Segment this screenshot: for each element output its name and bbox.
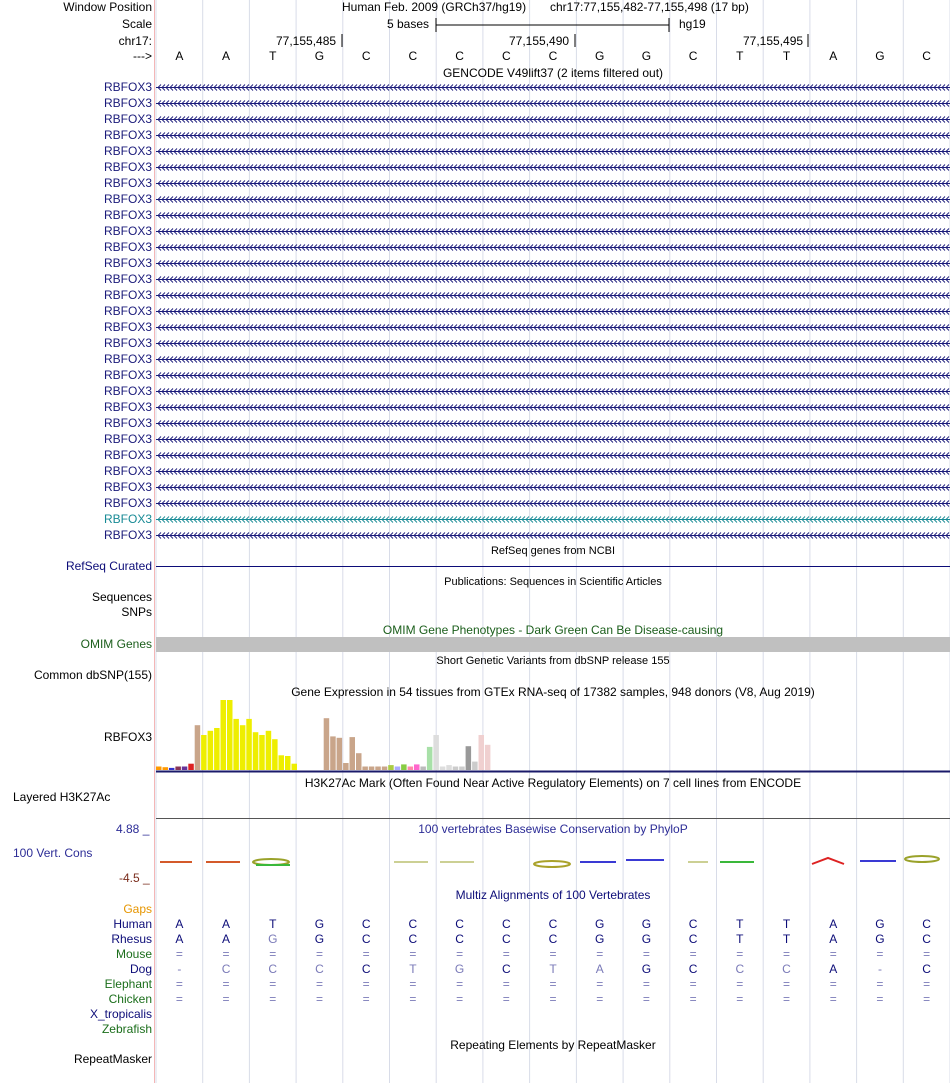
gtex-tissue-bar <box>221 700 227 770</box>
ruler-tick-marks <box>340 34 820 48</box>
multiz-base: C <box>455 917 464 931</box>
multiz-base: = <box>783 947 791 961</box>
gencode-transcript-label[interactable]: RBFOX3 <box>103 400 152 414</box>
multiz-base: A <box>175 917 184 931</box>
gencode-transcript-intron[interactable] <box>156 371 950 380</box>
refseq-track-title[interactable]: RefSeq genes from NCBI <box>490 545 616 557</box>
base-letter: C <box>688 49 698 63</box>
gencode-transcript-intron[interactable] <box>156 483 950 492</box>
scale-bar <box>435 17 671 33</box>
base-letter: A <box>222 49 231 63</box>
gencode-transcript-label[interactable]: RBFOX3 <box>103 336 152 350</box>
gtex-tissue-bar <box>485 745 491 770</box>
multiz-base: C <box>455 932 464 946</box>
gencode-transcript-label[interactable]: RBFOX3 <box>103 448 152 462</box>
multiz-base: = <box>689 947 697 961</box>
multiz-base: = <box>456 977 464 991</box>
gtex-tissue-bar <box>188 764 194 770</box>
gencode-transcript-intron[interactable] <box>156 211 950 220</box>
gtex-tissue-bar <box>433 735 439 770</box>
multiz-base: = <box>923 992 931 1006</box>
multiz-base: G <box>875 932 885 946</box>
multiz-base: C <box>221 962 231 976</box>
gencode-transcript-label[interactable]: RBFOX3 <box>103 160 152 174</box>
assembly-title: Human Feb. 2009 (GRCh37/hg19) <box>342 0 527 14</box>
multiz-base: T <box>782 917 791 931</box>
cons-segment <box>160 856 939 867</box>
gtex-tissue-bar <box>175 767 181 771</box>
base-letter: T <box>736 49 744 63</box>
multiz-base: A <box>829 917 838 931</box>
scale-text: 5 bases <box>387 17 430 31</box>
omim-gene-bar[interactable] <box>156 637 950 652</box>
gencode-transcript-intron[interactable] <box>156 323 950 332</box>
gencode-track-title[interactable]: GENCODE V49lift37 (2 items filtered out) <box>442 66 664 80</box>
gencode-transcript-label[interactable]: RBFOX3 <box>103 512 152 526</box>
gtex-tissue-bar <box>214 728 220 770</box>
multiz-base: T <box>549 962 557 976</box>
gtex-tissue-bar <box>453 767 459 771</box>
publications-snps-label[interactable]: SNPs <box>121 605 152 619</box>
multiz-base: = <box>642 992 650 1006</box>
gencode-transcript-intron[interactable] <box>156 307 950 316</box>
gencode-transcript-label[interactable]: RBFOX3 <box>103 144 152 158</box>
refseq-track-label[interactable]: RefSeq Curated <box>65 559 152 573</box>
gencode-transcript-label[interactable]: RBFOX3 <box>103 112 152 126</box>
multiz-base: C <box>922 962 931 976</box>
gencode-transcript-label[interactable]: RBFOX3 <box>103 496 152 510</box>
base-letter: C <box>922 49 931 63</box>
base-letter: G <box>314 49 325 63</box>
gtex-tissue-bar <box>459 767 465 771</box>
base-letter: G <box>641 49 652 63</box>
gtex-tissue-bar <box>253 732 258 770</box>
ruler-tick-1: 77,155,485 <box>276 34 337 48</box>
multiz-base: = <box>736 977 744 991</box>
gencode-transcript-label[interactable]: RBFOX3 <box>103 80 152 94</box>
gtex-tissue-bar <box>440 767 446 771</box>
gencode-transcript-intron[interactable] <box>156 467 950 476</box>
multiz-base: C <box>501 962 511 976</box>
multiz-base: C <box>408 932 418 946</box>
multiz-base: A <box>222 932 231 946</box>
multiz-base: = <box>689 977 697 991</box>
multiz-base: = <box>315 977 323 991</box>
multiz-species-label[interactable]: X_tropicalis <box>89 1007 152 1021</box>
cons-phylop-graph[interactable] <box>156 852 950 872</box>
multiz-base: A <box>222 917 231 931</box>
gtex-tissue-bar <box>362 767 368 771</box>
gencode-transcript-label[interactable]: RBFOX3 <box>103 256 152 270</box>
multiz-base: = <box>315 992 323 1006</box>
multiz-base: G <box>314 917 325 931</box>
cons-min-label: -4.5 _ <box>119 871 150 885</box>
multiz-base: = <box>362 992 370 1006</box>
gencode-transcript-intron[interactable] <box>156 195 950 204</box>
base-letter: T <box>782 49 791 63</box>
multiz-base: = <box>876 977 884 991</box>
multiz-base: = <box>456 947 464 961</box>
multiz-base: T <box>736 932 744 946</box>
gtex-tissue-bar <box>182 767 188 771</box>
gtex-tissue-bar <box>208 731 214 770</box>
multiz-base: C <box>782 962 791 976</box>
gtex-tissue-bar <box>272 739 278 770</box>
base-letter: A <box>829 49 838 63</box>
gtex-tissue-bar <box>395 767 401 771</box>
multiz-base: C <box>688 917 698 931</box>
gtex-track-label[interactable]: RBFOX3 <box>103 730 152 744</box>
gencode-transcript-label[interactable]: RBFOX3 <box>103 368 152 382</box>
multiz-base: = <box>362 947 370 961</box>
position-title: chr17:77,155,482-77,155,498 (17 bp) <box>550 0 749 14</box>
gencode-transcript-label[interactable]: RBFOX3 <box>103 128 152 142</box>
gencode-transcript-intron[interactable] <box>156 499 950 508</box>
multiz-base: C <box>501 932 511 946</box>
multiz-base: C <box>501 917 511 931</box>
multiz-base: C <box>688 962 698 976</box>
base-letter: C <box>361 49 371 63</box>
multiz-base: T <box>736 917 744 931</box>
gencode-transcript-label[interactable]: RBFOX3 <box>103 480 152 494</box>
h3k27ac-track-title[interactable]: H3K27Ac Mark (Often Found Near Active Regulatory Elements) on 7 cell lines from ENCODE <box>304 776 802 790</box>
gencode-transcript-intron[interactable] <box>156 355 950 364</box>
gencode-transcript-label[interactable]: RBFOX3 <box>103 304 152 318</box>
multiz-base: A <box>175 932 184 946</box>
multiz-base: T <box>269 917 277 931</box>
multiz-species-label[interactable]: Zebrafish <box>101 1022 152 1036</box>
gtex-tissue-bar <box>330 736 336 770</box>
gencode-transcript-intron[interactable] <box>156 179 950 188</box>
gtex-tissue-bar <box>427 747 433 770</box>
multiz-base: = <box>269 992 277 1006</box>
gencode-transcript-label[interactable]: RBFOX3 <box>103 176 152 190</box>
gtex-track-title[interactable]: Gene Expression in 54 tissues from GTEx RNA-seq of 17382 samples, 948 donors (V8, Aug 2019) <box>291 685 815 699</box>
cons-max-label: 4.88 _ <box>116 822 150 836</box>
gencode-transcript-label[interactable]: RBFOX3 <box>103 224 152 238</box>
multiz-base: = <box>736 992 744 1006</box>
multiz-base: - <box>877 962 882 976</box>
multiz-base: T <box>782 932 791 946</box>
multiz-base: G <box>268 932 278 946</box>
gencode-transcript-label[interactable]: RBFOX3 <box>103 416 152 430</box>
gtex-tissue-bar <box>343 763 349 770</box>
gtex-tissue-bar <box>266 731 272 770</box>
multiz-base: = <box>549 992 557 1006</box>
repeatmasker-track-title[interactable]: Repeating Elements by RepeatMasker <box>450 1038 656 1052</box>
base-letter: C <box>455 49 464 63</box>
multiz-base: = <box>829 977 837 991</box>
gencode-transcript-intron[interactable] <box>156 131 950 140</box>
gtex-tissue-bar <box>414 764 420 770</box>
ruler-tick-2: 77,155,490 <box>509 34 570 48</box>
gencode-transcript-intron[interactable] <box>156 451 950 460</box>
multiz-base: = <box>923 947 931 961</box>
multiz-base: C <box>922 932 931 946</box>
label-divider <box>154 0 155 1083</box>
multiz-base: = <box>362 977 370 991</box>
multiz-base: = <box>876 947 884 961</box>
multiz-base: C <box>361 962 371 976</box>
multiz-base: = <box>736 947 744 961</box>
gencode-transcript-intron[interactable] <box>156 115 950 124</box>
omim-track-title[interactable]: OMIM Gene Phenotypes - Dark Green Can Be Disease-causing <box>382 623 724 637</box>
gtex-tissue-bar <box>279 755 285 770</box>
multiz-base: = <box>315 947 323 961</box>
gtex-tissue-bar <box>240 725 246 770</box>
multiz-base: G <box>641 932 652 946</box>
multiz-base: A <box>829 932 838 946</box>
multiz-base: C <box>548 917 558 931</box>
gtex-tissue-bar <box>466 746 472 770</box>
multiz-base: = <box>175 977 183 991</box>
multiz-base: C <box>361 917 371 931</box>
multiz-base: C <box>548 932 558 946</box>
multiz-base: = <box>829 947 837 961</box>
multiz-gaps-label[interactable]: Gaps <box>123 902 152 916</box>
multiz-base: C <box>268 962 278 976</box>
multiz-base: - <box>177 962 182 976</box>
gencode-transcript-intron[interactable] <box>156 259 950 268</box>
multiz-base: = <box>269 947 277 961</box>
multiz-species-label[interactable]: Chicken <box>108 992 152 1006</box>
gtex-tissue-bar <box>375 767 381 771</box>
multiz-base: G <box>641 962 652 976</box>
window-position-label: Window Position <box>63 0 152 14</box>
gtex-tissue-bar <box>163 767 169 770</box>
gtex-tissue-bar <box>156 767 162 771</box>
multiz-base: = <box>876 992 884 1006</box>
omim-track-label[interactable]: OMIM Genes <box>80 637 152 651</box>
gtex-tissue-bar <box>382 767 388 771</box>
multiz-base: = <box>596 992 604 1006</box>
multiz-base: C <box>408 917 418 931</box>
gtex-tissue-bar <box>324 718 330 770</box>
multiz-base: = <box>642 947 650 961</box>
multiz-base: C <box>361 932 371 946</box>
gtex-tissue-bar <box>420 767 426 771</box>
gtex-tissue-bar <box>227 700 233 770</box>
gtex-tissue-bar <box>388 765 394 770</box>
gencode-transcript-intron[interactable] <box>156 163 950 172</box>
gtex-tissue-bar <box>337 738 343 770</box>
gencode-transcript-intron[interactable] <box>156 531 950 540</box>
gtex-expression-chart[interactable] <box>156 700 950 774</box>
multiz-species-label[interactable]: Elephant <box>104 977 152 991</box>
multiz-base: C <box>315 962 324 976</box>
base-letter: G <box>595 49 605 63</box>
multiz-base: = <box>596 977 604 991</box>
multiz-base: = <box>549 977 557 991</box>
gtex-tissue-bar <box>292 764 298 770</box>
gtex-tissue-bar <box>356 753 362 770</box>
multiz-base: = <box>642 977 650 991</box>
gtex-tissue-bar <box>446 765 452 770</box>
gencode-transcript-label[interactable]: RBFOX3 <box>103 528 152 542</box>
gencode-transcript-intron[interactable] <box>156 435 950 444</box>
multiz-base: = <box>409 947 417 961</box>
multiz-base: = <box>923 977 931 991</box>
scale-db: hg19 <box>679 17 706 31</box>
multiz-base: = <box>549 947 557 961</box>
gencode-transcript-label[interactable]: RBFOX3 <box>103 240 152 254</box>
gencode-transcript-label[interactable]: RBFOX3 <box>103 320 152 334</box>
gtex-tissue-bar <box>369 767 375 771</box>
multiz-base: C <box>688 932 698 946</box>
multiz-base: = <box>689 992 697 1006</box>
gtex-tissue-bar <box>259 735 265 770</box>
gencode-transcript-label[interactable]: RBFOX3 <box>103 192 152 206</box>
multiz-base: = <box>222 992 230 1006</box>
multiz-base: = <box>783 992 791 1006</box>
multiz-base: = <box>222 977 230 991</box>
multiz-base: = <box>222 947 230 961</box>
gencode-transcript-label[interactable]: RBFOX3 <box>103 272 152 286</box>
gencode-transcript-intron[interactable] <box>156 403 950 412</box>
gencode-transcript-intron[interactable] <box>156 83 950 92</box>
gencode-transcript-intron[interactable] <box>156 515 950 524</box>
multiz-species-label[interactable]: Human <box>113 917 152 931</box>
gencode-transcript-label[interactable]: RBFOX3 <box>103 288 152 302</box>
multiz-species-label[interactable]: Rhesus <box>111 932 152 946</box>
base-letter: T <box>269 49 277 63</box>
gtex-tissue-bar <box>233 719 239 770</box>
multiz-track-title[interactable]: Multiz Alignments of 100 Vertebrates <box>455 888 651 902</box>
base-letter: C <box>408 49 418 63</box>
gencode-transcript-label[interactable]: RBFOX3 <box>103 384 152 398</box>
chrom-label: chr17: <box>118 34 152 48</box>
dbsnp-track-title[interactable]: Short Genetic Variants from dbSNP release 155 <box>436 655 670 667</box>
multiz-base: G <box>875 917 885 931</box>
gencode-transcript-label[interactable]: RBFOX3 <box>103 96 152 110</box>
multiz-base: = <box>596 947 604 961</box>
gtex-tissue-bar <box>285 756 291 770</box>
multiz-base: = <box>175 992 183 1006</box>
gtex-tissue-bar <box>201 735 207 770</box>
gtex-tissue-bar <box>195 725 201 770</box>
multiz-base: T <box>409 962 417 976</box>
refseq-gene-line[interactable] <box>156 566 950 567</box>
multiz-base: = <box>269 977 277 991</box>
publications-track-title[interactable]: Publications: Sequences in Scientific Articles <box>444 576 662 588</box>
multiz-base: = <box>502 992 510 1006</box>
multiz-base: G <box>595 917 605 931</box>
scale-label: Scale <box>121 17 152 31</box>
multiz-base: = <box>502 947 510 961</box>
multiz-base: = <box>783 977 791 991</box>
multiz-base: C <box>922 917 931 931</box>
gencode-transcript-intron[interactable] <box>156 291 950 300</box>
h3k27ac-baseline <box>156 818 950 819</box>
multiz-species-label[interactable]: Dog <box>129 962 152 976</box>
gtex-tissue-bar <box>246 719 252 770</box>
gtex-tissue-bar <box>408 767 414 771</box>
gencode-transcript-intron[interactable] <box>156 419 950 428</box>
multiz-base: G <box>314 932 325 946</box>
multiz-base: = <box>175 947 183 961</box>
multiz-base: = <box>456 992 464 1006</box>
multiz-base: G <box>641 917 652 931</box>
publications-sequences-label[interactable]: Sequences <box>91 590 152 604</box>
multiz-base: G <box>595 932 605 946</box>
multiz-base: A <box>829 962 838 976</box>
gtex-tissue-bar <box>401 764 407 770</box>
gencode-transcript-intron[interactable] <box>156 147 950 156</box>
gencode-transcript-intron[interactable] <box>156 275 950 284</box>
multiz-base: = <box>829 992 837 1006</box>
multiz-base: = <box>409 992 417 1006</box>
gencode-transcript-label[interactable]: RBFOX3 <box>103 464 152 478</box>
cons-track-title[interactable]: 100 vertebrates Basewise Conservation by PhyloP <box>418 822 688 836</box>
base-letter: C <box>501 49 511 63</box>
multiz-species-label[interactable]: Mouse <box>115 947 152 961</box>
h3k27ac-track-label[interactable]: Layered H3K27Ac <box>13 790 111 804</box>
strand-label: ---> <box>133 49 152 63</box>
ruler-tick-3: 77,155,495 <box>743 34 804 48</box>
gtex-tissue-bar <box>169 768 175 770</box>
gencode-transcript-intron[interactable] <box>156 243 950 252</box>
gtex-tissue-bar <box>472 762 478 770</box>
dbsnp-track-label[interactable]: Common dbSNP(155) <box>33 668 152 682</box>
gencode-transcript-intron[interactable] <box>156 339 950 348</box>
gencode-transcript-intron[interactable] <box>156 99 950 108</box>
base-letter: A <box>175 49 184 63</box>
gtex-tissue-bar <box>479 735 485 770</box>
gtex-tissue-bar <box>350 737 356 770</box>
multiz-base: G <box>454 962 465 976</box>
base-letter: G <box>875 49 885 63</box>
cons-track-label[interactable]: 100 Vert. Cons <box>13 846 93 860</box>
gencode-transcript-intron[interactable] <box>156 227 950 236</box>
gencode-transcript-label[interactable]: RBFOX3 <box>103 432 152 446</box>
gencode-transcript-intron[interactable] <box>156 387 950 396</box>
multiz-base: = <box>502 977 510 991</box>
base-letter: C <box>548 49 558 63</box>
gencode-transcript-label[interactable]: RBFOX3 <box>103 208 152 222</box>
multiz-base: = <box>409 977 417 991</box>
multiz-base: C <box>735 962 745 976</box>
gencode-transcript-label[interactable]: RBFOX3 <box>103 352 152 366</box>
multiz-base: A <box>595 962 604 976</box>
repeatmasker-track-label[interactable]: RepeatMasker <box>73 1052 152 1066</box>
